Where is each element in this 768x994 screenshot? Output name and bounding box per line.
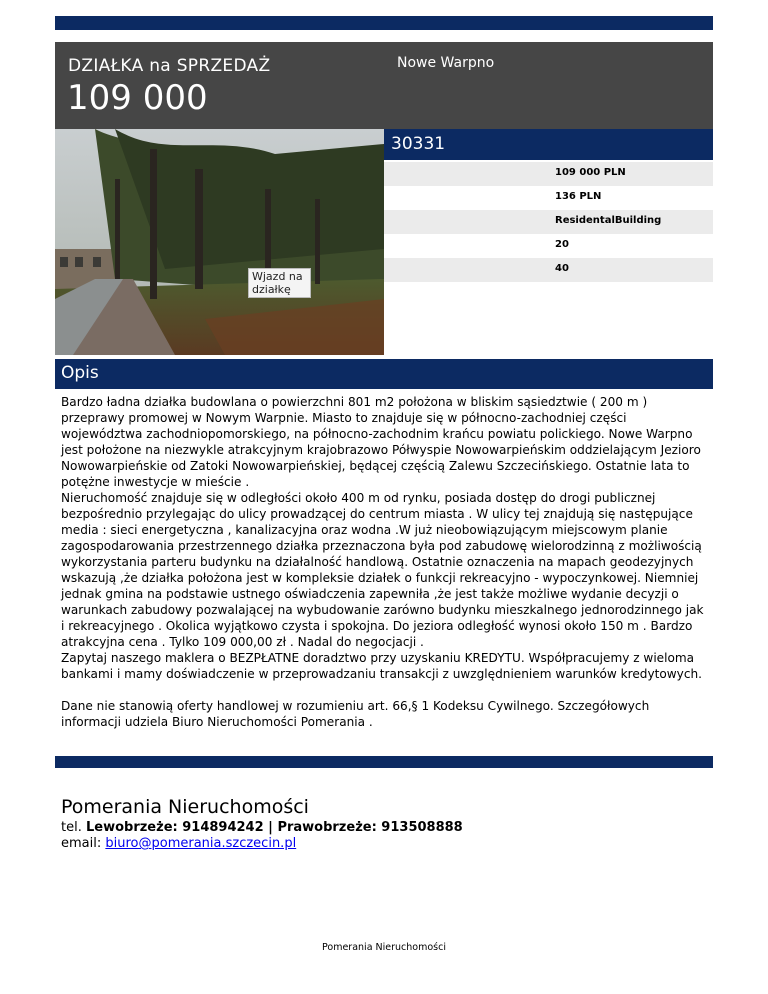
section-title: Opis xyxy=(61,363,99,383)
listing-id-bar xyxy=(384,129,713,160)
description xyxy=(61,394,709,730)
phone-line xyxy=(61,820,463,836)
param-row xyxy=(384,186,713,210)
top-accent-bar xyxy=(55,16,713,30)
offer-type: DZIAŁKA na SPRZEDAŻ xyxy=(68,56,271,76)
email-label: email: xyxy=(61,836,102,851)
phone-numbers: Lewobrzeże: 914894242 | Prawobrzeże: 913508888 xyxy=(85,820,463,835)
bottom-accent-bar xyxy=(55,756,713,768)
company-name: Pomerania Nieruchomości xyxy=(61,796,309,818)
param-row xyxy=(384,162,713,186)
param-value: 40 xyxy=(555,263,569,274)
param-value: 20 xyxy=(555,239,569,250)
property-photo xyxy=(55,129,384,355)
photo-caption: Wjazd na działkę xyxy=(248,268,311,298)
email-line xyxy=(61,836,463,852)
listing-price: 109 000 xyxy=(67,78,208,118)
email-link[interactable]: biuro@pomerania.szczecin.pl xyxy=(105,836,297,851)
listing-city: Nowe Warpno xyxy=(397,55,495,71)
description-section-bar xyxy=(55,359,713,389)
param-row xyxy=(384,210,713,234)
listing-id: 30331 xyxy=(391,134,446,154)
phone-label: tel. xyxy=(61,820,82,835)
param-value: 136 PLN xyxy=(555,191,602,202)
listing-params xyxy=(384,162,713,282)
page-footer: Pomerania Nieruchomości xyxy=(322,942,446,953)
param-row xyxy=(384,234,713,258)
description-body: Bardzo ładna działka budowlana o powierzchni 801 m2 położona w bliskim sąsiedztwie ( 200 m ) przeprawy promowej w Nowym Warpnie. Miasto to znajduje się w północno-zachodniej części województwa zachodniopomorskiego, na północno-zachodnim krańcu powiatu polickiego. Nowe Warpno jest położone na niezwykle atrakcyjnym krajobrazowo Półwyspie Nowowarpieńskim oddzielającym Jezioro Nowowarpieńskie od Zatoki Nowowarpieńskiej, będącej częścią Zalewu Szczecińskiego. Ostatnie lata to potężne inwestycje w mieście . Nieruchomość znajduje się w odległości około 400 m od rynku, posiada dostęp do drogi publicznej bezpośrednio przylegając do ulicy prowadzącej do centrum miasta . W ulicy tej znajdują się następujące media : sieci energetyczna , kanalizacyjna oraz wodna .W już nieobowiązującym miejscowym planie zagospodarowania przestrzennego działka przeznaczona była pod zabudowę wielorodzinną z możliwością wykorzystania parteru budynku na działalność handlową. Ostatnie oznaczenia na mapach geodezyjnych wskazują ,że działka położona jest w kompleksie działek o funkcji rekreacyjno - wypoczynkowej. Niemniej jednak gmina na podstawie ustnego oświadczenia zapewniła ,że jest także możliwe wydanie decyzji o warunkach zabudowy pozwalającej na wybudowanie zarówno budynku mieszkalnego jednorodzinnego jak i rekreacyjnego . Okolica wyjątkowo czysta i spokojna. Do jeziora odległość wynosi około 150 m . Bardzo atrakcyjna cena . Tylko 109 000,00 zł . Nadal do negocjacji . Zapytaj naszego maklera o BEZPŁATNE doradztwo przy uzyskaniu KREDYTU. Współpracujemy z wieloma bankami i mamy doświadczenie w przeprowadzaniu transakcji z uwzględnieniem warunków kredytowych. xyxy=(61,395,704,681)
param-value: ResidentalBuilding xyxy=(555,215,662,226)
param-value: 109 000 PLN xyxy=(555,167,626,178)
listing-header xyxy=(55,42,713,129)
property-photo-image xyxy=(55,129,384,355)
contact-info xyxy=(61,820,463,852)
disclaimer: Dane nie stanowią oferty handlowej w rozumieniu art. 66,§ 1 Kodeksu Cywilnego. Szczegółowych informacji udziela Biuro Nieruchomości Pomerania . xyxy=(61,699,650,729)
param-row xyxy=(384,258,713,282)
